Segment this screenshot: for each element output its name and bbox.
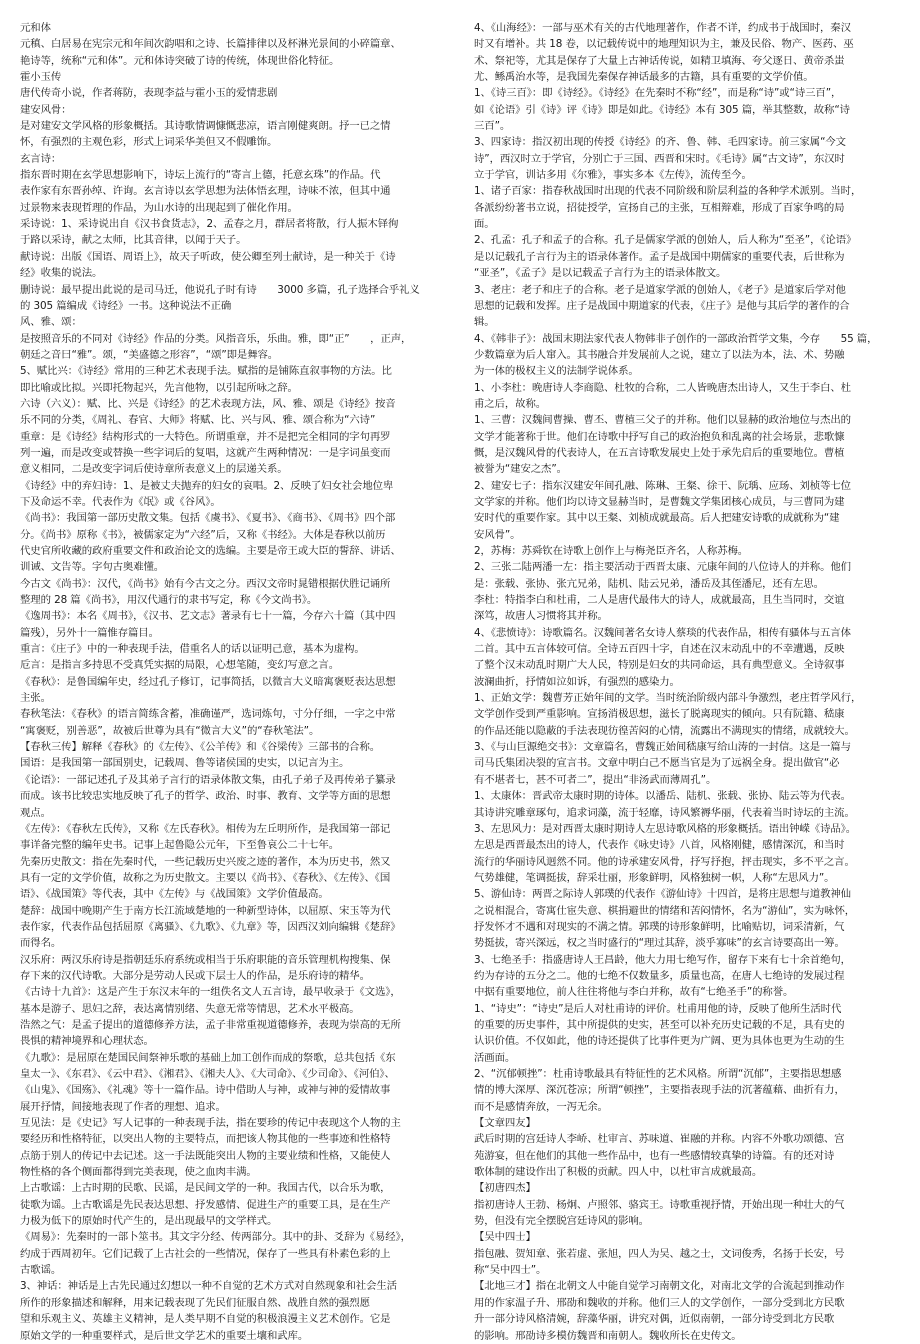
text-line: 《尚书》：我国第一部历史散文集。包括《虞书》、《夏书》、《商书》、《周书》四个部 bbox=[20, 512, 396, 525]
text-line: 2、建安七子：指东汉建安年间孔融、陈琳、王粲、徐干、阮瑀、应玚、刘桢等七位 bbox=[474, 479, 851, 492]
text-line: 慨，是汉魏风骨的代表诗人，在五言诗歌发展史上处于承先启后的重要地位。曹植 bbox=[474, 446, 845, 459]
text-line: 如《论语》引《诗》评《诗》即是如此。《诗经》本有 305 篇，举其整数，故称“诗 bbox=[474, 103, 850, 116]
text-line: 献诗说：出版《国语、周语上》，故天子听政，使公卿至列士献诗，是一种关于《诗 bbox=[20, 250, 396, 263]
text-line: 存下来的汉代诗歌。大部分是劳动人民或下层士人的作品，是乐府诗的精华。 bbox=[20, 969, 370, 982]
text-line: 1、小李杜：晚唐诗人李商隐、杜牧的合称，二人皆晚唐杰出诗人，又生于李白、杜 bbox=[474, 381, 851, 394]
text-line: 即比喻或比拟。兴即托物起兴，先言他物，以引起所咏之辞。 bbox=[20, 381, 298, 394]
text-line: 情的博大深厚、深沉苍凉；所谓“顿挫”，主要指表现手法的沉著蕴藉、曲折有力， bbox=[474, 1084, 845, 1097]
text-line: 诗”，西汉时立于学官，分别亡于三国、西晋和宋时。《毛诗》属“古文诗”，东汉时 bbox=[474, 152, 845, 165]
text-line: 苑游宴，但在他们的其他一些作品中，也有一些感情较真挚的诗篇。有的还对诗 bbox=[474, 1149, 835, 1162]
text-line: 1、三曹：汉魏间曹操、曹丕、曹植三父子的并称。他们以显赫的政治地位与杰出的 bbox=[474, 414, 851, 427]
text-line: 先秦历史散文：指在先秦时代，一些记载历史兴废之迹的著作，本为历史书，然又 bbox=[20, 855, 391, 868]
text-line: 互见法：是《史记》写人记事的一种表现手法，指在要珍的传记中表现这个人物的主 bbox=[20, 1117, 401, 1130]
text-line: 代史官所收藏的政府重要文件和政治论文的选编。主要是帝王或大臣的誓辞、讲话、 bbox=[20, 545, 401, 557]
text-line: 用的作家温子升、邢劭和魏收的并称。他们三人的文学创作，一部分受到北方民歌 bbox=[474, 1296, 845, 1309]
text-line: 势挺拔，寄兴深远，权之当时盛行的“理过其辞，淡乎寡味”的玄言诗要高出一筹。 bbox=[474, 937, 845, 950]
text-line: 文学创作受到严重影响。宣扬消极思想，滋长了脱离现实的倾向。只有阮籍、嵇康 bbox=[474, 708, 845, 721]
text-line: 上古歌谣：上古时期的民歌、民谣，是民间文学的一种。我国古代，以合乐为歌， bbox=[20, 1182, 391, 1195]
text-line: 约为存诗的五分之二。他的七绝不仅数量多，质量也高，在唐人七绝诗的发展过程 bbox=[474, 969, 845, 982]
text-line: 3、左思风力：是对西晋太康时期诗人左思诗歌风格的形象概括。语出钟嵘《诗品》。 bbox=[474, 822, 857, 835]
text-line: 的 305 篇编成《诗经》一书。这种说法不正确 bbox=[20, 299, 232, 312]
text-line: 甫之后，故称。 bbox=[474, 397, 547, 410]
text-line: 春秋笔法：《春秋》的语言简练含蓄，准确谨严，选词炼句，寸分仔细，一字之中常 bbox=[20, 708, 396, 721]
text-line: 怀，有强烈的主观色彩，形式上词采华美但又不假雕饰。 bbox=[20, 136, 278, 149]
text-line: 而成。该书比较忠实地反映了孔子的哲学、政治、时事、教育、文学等方面的思想 bbox=[20, 790, 391, 803]
text-line: 【吴中四士】 bbox=[474, 1231, 536, 1244]
text-line: 【春秋三传】解释《春秋》的《左传》、《公羊传》和《谷梁传》三部书的合称。 bbox=[20, 741, 381, 754]
text-line: 其诗讲究雕章琢句，追求词藻，流于轻靡，诗风繁褥华丽，代表着当时诗坛的主流。 bbox=[474, 806, 855, 819]
text-line: 是对建安文学风格的形象概括。其诗歌情调慷慨悲凉，语言刚健爽朗。抒一已之情 bbox=[20, 120, 391, 133]
text-line: 经》收集的说法。 bbox=[20, 267, 103, 280]
text-line: 武后时期的宫廷诗人李峤、杜审言、苏味道、崔融的并称。内容不外歌功颂德、宫 bbox=[474, 1133, 845, 1146]
text-line: 1、正始文学：魏曹芳正始年间的文学。当时统治阶级内部斗争激烈，老庄哲学风行， bbox=[474, 692, 862, 705]
text-line: 分。《尚书》原称《书》，被儒家定为“六经”后，又称《书经》。大体是春秋以前历 bbox=[20, 528, 386, 541]
text-line: 少数篇章为后人窜入。其书融合并发展前人之说，建立了以法为本，法、术、势融 bbox=[474, 348, 845, 361]
text-line: 是按照音乐的不同对《诗经》作品的分类。风指音乐，乐曲。雅，即“正” ，正声， bbox=[20, 332, 412, 345]
text-line: 《诗经》中的弃妇诗：1、是被丈夫抛弃的妇女的哀唱。2、反映了妇女社会地位卑 bbox=[20, 479, 394, 492]
text-line: 今古文《尚书》：汉代，《尚书》始有今古文之分。西汉文帝时晁错根据伏胜记诵所 bbox=[20, 577, 391, 590]
text-line: 《古诗十九首》：这是产生于东汉末年的一组佚名文人五言诗，最早收录于《文选》， bbox=[20, 986, 401, 999]
text-line: 而不是感情奔放，一泻无余。 bbox=[474, 1100, 608, 1113]
text-line: 3、《与山巨源绝交书》：文章篇名，曹魏正始间嵇康写给山涛的一封信。这是一篇与 bbox=[474, 741, 851, 754]
text-line: 篇残），另外十一篇惟存篇目。 bbox=[20, 626, 159, 639]
text-line: 汉乐府：两汉乐府诗是指朝廷乐府系统或相当于乐府职能的音乐管理机构搜集、保 bbox=[20, 953, 391, 966]
text-line: 表作家，代表作品包括屈原《离骚》、《九歌》、《九章》等，因西汉刘向编辑《楚辞》 bbox=[20, 920, 401, 933]
right-column bbox=[474, 20, 906, 1344]
text-line: 的重要的历史事件，其中所提供的史实，甚至可以补充历史记载的不足，具有史的 bbox=[474, 1018, 845, 1031]
text-line: 过景物来表现哲理的作品，为山水诗的出现起到了催化作用。 bbox=[20, 201, 298, 214]
text-line: 语》、《战国策》等代表，其中《左传》与《战国策》文学价值最高。 bbox=[20, 888, 329, 901]
text-line: 表作家有东晋孙绰、许询。玄言诗以玄学思想为法体悟玄理，诗味不浓，但其中通 bbox=[20, 185, 391, 198]
text-line: 古歌谣。 bbox=[20, 1264, 62, 1277]
text-line: 《论语》：一部记述孔子及其弟子言行的语录体散文集，由孔子弟子及再传弟子纂录 bbox=[20, 773, 396, 786]
text-line: 于路以采诗，献之太师，比其音律，以闻于天子。 bbox=[20, 234, 247, 247]
text-line: 称“吴中四士”。 bbox=[474, 1264, 547, 1277]
text-line: 安风骨”。 bbox=[474, 528, 521, 541]
text-line: 辑。 bbox=[474, 316, 495, 329]
text-line: 有不堪者七，甚不可者二”，提出“非汤武而薄周孔”。 bbox=[474, 773, 717, 786]
text-line: 点筋于别人的传记中去记述。这一手法既能突出人物的主要业绩和性格，又能使人 bbox=[20, 1149, 391, 1162]
text-line: 力极为低下的原始时代产生的，是出现最早的文学样式。 bbox=[20, 1215, 278, 1228]
text-line: 《春秋》：是鲁国编年史，经过孔子修订，记事简括，以微言大义暗寓褒贬表达思想 bbox=[20, 675, 396, 688]
text-line: 中据有重要地位，前人往往将他与李白并称，故有“七绝圣手”的称誉。 bbox=[474, 986, 794, 999]
text-line: 波澜曲折，抒情如泣如诉，有强烈的感染力。 bbox=[474, 675, 680, 688]
text-line: 了整个汉末动乱时期广大人民，特别是妇女的共同命运，具有典型意义。全诗叙事 bbox=[474, 659, 845, 672]
text-line: 《左传》：《春秋左氏传》，又称《左氏春秋》。相传为左丘明所作，是我国第一部记 bbox=[20, 822, 391, 835]
text-line: 3、七绝圣手：指盛唐诗人王昌龄，他大力用七绝写作，留存下来有七十余首绝句， bbox=[474, 953, 851, 966]
text-line: 歌体制的建设作出了积极的贡献。四人中，以杜审言成就最高。 bbox=[474, 1166, 763, 1179]
text-line: 的影响。邢劭诗多模仿魏晋和南朝人。魏收所长在史传文。 bbox=[474, 1329, 742, 1342]
text-line: 思想的记载和发挥。庄子是战国中期道家的代表，《庄子》是他与其后学的著作的合 bbox=[474, 299, 850, 312]
text-line: 4、《韩非子》：战国末期法家代表人物韩非子创作的一部政治哲学文集，今存 55 篇， bbox=[474, 332, 878, 345]
text-line: 【初唐四杰】 bbox=[474, 1182, 536, 1195]
text-line: 唐代传奇小说，作者蒋防，表现李益与霍小玉的爱情悲剧 bbox=[20, 87, 278, 100]
text-line: 1、“诗史”：“诗史”是后人对杜甫诗的评价。杜甫用他的诗，反映了他所生活时代 bbox=[474, 1002, 842, 1015]
text-line: 3、老庄：老子和庄子的合称。老子是道家学派的创始人，《老子》是道家后学对他 bbox=[474, 283, 846, 296]
text-line: 下及命运不幸。代表作为《氓》或《谷风》。 bbox=[20, 495, 221, 508]
text-line: 流行的华丽诗风迥然不同。他的诗承建安风骨，抒写抒抱，抨击现实，多不平之言。 bbox=[474, 855, 855, 868]
text-line: 要经历和性格特征，以突出人物的主要特点，而把该人物其他的一些事迹和性格特 bbox=[20, 1133, 391, 1146]
text-line: 采诗说：1、采诗说出自《汉书食货志》，2、孟春之月，群居者将散，行人振木铎徇 bbox=[20, 218, 399, 231]
text-line: 5、游仙诗：两晋之际诗人郭璞的代表作《游仙诗》十四首，是将庄思想与道教神仙 bbox=[474, 888, 851, 901]
text-line: 《山鬼》、《国殇》、《礼魂》等十一篇作品。诗中借助人与神，或神与神的爱情故事 bbox=[20, 1084, 391, 1097]
text-line: 约成于西周初年。它们记载了上古社会的一些情况，保存了一些具有朴素色彩的上 bbox=[20, 1247, 391, 1260]
text-line: 尤、鲧禹治水等，是我国先秦保存神话最多的古籍，具有重要的文学价值。 bbox=[474, 71, 814, 84]
text-line: 具有一定的文学价值，故称之为历史散文。主要以《尚书》、《春秋》、《左传》、《国 bbox=[20, 871, 391, 884]
text-line: 安时代的重要作家。其中以王粲、刘桢成就最高。后人把建安诗歌的成就称为“建 bbox=[474, 512, 840, 525]
text-line: 升一部分诗风格清婉，辞藻华丽，讲究对偶，近似南朝，一部分诗受到北方民歌 bbox=[474, 1313, 835, 1326]
text-line: 朝廷之音曰“雅”。颂，“美盛德之形容”，“颂”即是舞容。 bbox=[20, 348, 279, 361]
text-line: 乐不同的分类，《周礼、春官、大师》将赋、比、兴与风、雅、颂合称为“六诗” bbox=[20, 414, 376, 427]
text-line: 2，苏梅：苏舜钦在诗歌上创作上与梅尧臣齐名，人称苏梅。 bbox=[474, 545, 749, 557]
text-line: 重言：《庄子》中的一种表现手法，借重名人的话以证明己意，基本为虚构。 bbox=[20, 643, 365, 656]
text-line: 文学才能著称于世。他们在诗歌中抒写自己的政治抱负和乱离的社会场景，悲歌慷 bbox=[474, 430, 845, 443]
text-line: 畏惧的精神境界和心理状态。 bbox=[20, 1035, 154, 1048]
text-line: 的作品还能以隐蔽的手法表现彷徨苦闷的心情，流露出不满现实的情绪，成就较大。 bbox=[474, 724, 855, 737]
text-line: 术、祭祀等，尤其是保存了大量上古神话传说，如精卫填海、夸父逐日、黄帝杀蚩 bbox=[474, 54, 845, 67]
text-line: 列一遍，而是改变或替换一些字词后的复唱，这就产生两种情况：一是字词虽变而 bbox=[20, 446, 391, 459]
text-line: 为一体的极权主义的法制学说体系。 bbox=[474, 365, 639, 378]
text-line: 指东晋时期在玄学思想影响下，诗坛上流行的“寄言上德，托意玄珠”的作品。代 bbox=[20, 169, 381, 182]
text-line: 时又有增补。共 18 卷，以记载传说中的地理知识为主，兼及民俗、物产、医药、巫 bbox=[474, 38, 854, 51]
text-line: 训诫、文告等。字句古奥难懂。 bbox=[20, 561, 165, 574]
text-line: 各派纷纷著书立说，招徒授学，宣扬自己的主张，互相辩难，形成了百家争鸣的局 bbox=[474, 201, 845, 214]
text-line: 2、孔孟：孔子和孟子的合称。孔子是儒家学派的创始人，后人称为“至圣”，《论语》 bbox=[474, 234, 857, 247]
text-line: 3、神话：神话是上古先民通过幻想以一种不自觉的艺术方式对自然现象和社会生活 bbox=[20, 1280, 397, 1293]
text-line: 玄言诗： bbox=[20, 152, 62, 165]
text-line: 霍小玉传 bbox=[20, 71, 62, 84]
text-line: 抒发怀才不遇和对现实的不满之情。郭璞的诗形象鲜明，比喻贴切，词采清新，气 bbox=[474, 920, 845, 933]
text-line: 主张。 bbox=[20, 692, 51, 705]
text-line: 基本是游子、思妇之辞，表达离情别绪、失意无常等情思，艺术水平极高。 bbox=[20, 1002, 360, 1015]
text-line: 之说相混合，寄寓仕宦失意、棋捐避世的情绪和苦闷情怀，名为“游仙”，实为咏怀， bbox=[474, 904, 856, 917]
text-line: “寓褒贬，别善恶”，故被后世尊为具有“微言大义”的“春秋笔法”。 bbox=[20, 724, 320, 737]
text-line: 删诗说：最早提出此说的是司马迁，他说孔子时有诗 3000 多篇，孔子选择合乎礼义 bbox=[20, 283, 420, 296]
text-line: 立于学官，训诂多用《尔雅》，事实多本《左传》，流传至今。 bbox=[474, 169, 752, 182]
text-line: 5、赋比兴：《诗经》常用的三种艺术表现手法。赋指的是铺陈直叙事物的方法。比 bbox=[20, 365, 392, 378]
text-line: 2、“沉郁顿挫”：杜甫诗歌最具有特征性的艺术风格。所谓“沉郁”，主要指思想感 bbox=[474, 1068, 842, 1080]
text-line: 活画面。 bbox=[474, 1051, 516, 1064]
text-line: 观点。 bbox=[20, 806, 51, 819]
text-line: 李杜：特指李白和杜甫，二人是唐代最伟大的诗人，成就最高，且生当同时，交谊 bbox=[474, 594, 845, 607]
text-line: 卮言：是指言多持思不受真凭实据的局限，心想笔随，变幻写意之言。 bbox=[20, 659, 340, 672]
text-line: 徒歌为谣。上古歌谣是先民表达思想、抒发感情、促进生产的重要工具，是在生产 bbox=[20, 1198, 391, 1211]
text-line: 1、《诗三百》：即《诗经》。《诗经》在先秦时不称“经”，而是称“诗”或“诗三百”， bbox=[474, 87, 842, 100]
text-line: 4、《悲愤诗》：诗歌篇名。汉魏间著名女诗人蔡琰的代表作品，相传有骚体与五言体 bbox=[474, 626, 851, 639]
text-line: 3、四家诗：指汉初出现的传授《诗经》的齐、鲁、韩、毛四家诗。前三家属“今文 bbox=[474, 136, 846, 149]
text-line: 【北地三才】指在北朝文人中能自觉学习南朝文化，对南北文学的合流起到推动作 bbox=[474, 1280, 845, 1293]
text-line: 原始文学的一种重要样式，是后世文学艺术的重要土壤和武库。 bbox=[20, 1329, 309, 1342]
text-line: 是：张载、张协、张亢兄弟，陆机、陆云兄弟，潘岳及其侄潘尼，还有左思。 bbox=[474, 577, 824, 590]
text-line: 意义相同，二是改变字词后使诗章所表意义上的层递关系。 bbox=[20, 463, 288, 476]
text-line: 指包融、贺知章、张若虚、张旭，四人为吴、越之士，文词俊秀，名扬于长安，号 bbox=[474, 1247, 845, 1260]
text-line: 《九歌》：是屈原在楚国民间祭神乐歌的基础上加工创作而成的祭歌，总共包括《东 bbox=[20, 1051, 396, 1064]
text-line: 2、三张二陆两潘一左：指主要活动于西晋太康、元康年间的八位诗人的并称。他们 bbox=[474, 561, 851, 574]
text-line: 左思是西晋最杰出的诗人，代表作《咏史诗》八首，风格刚健，感情深沉，和当时 bbox=[474, 839, 845, 852]
text-line: 面。 bbox=[474, 218, 495, 231]
text-line: 三百”。 bbox=[474, 120, 511, 133]
text-line: 《逸周书》：本名《周书》，《汉书、艺文志》著录有七十一篇，今存六十篇（其中四 bbox=[20, 610, 396, 623]
text-line: 《周易》：先秦时的一部卜筮书。其文字分经、传两部分。其中的卦、爻辞为《易经》， bbox=[20, 1231, 411, 1244]
text-line: 皇太一》、《东君》、《云中君》、《湘君》、《湘夫人》、《大司命》、《少司命》、《河伯》、 bbox=[20, 1068, 395, 1080]
text-line: 元和体 bbox=[20, 22, 51, 34]
text-line: 艳诗等，统称“元和体”。元和体诗突破了诗的传统，体现世俗化特征。 bbox=[20, 54, 340, 67]
text-line: 重章：是《诗经》结构形式的一大特色。所谓重章，并不是把完全相同的字句再罗 bbox=[20, 430, 391, 443]
text-line: 气势雄健，笔调挺拔，辞采壮丽，形象鲜明，风格独树一帜，人称“左思风力”。 bbox=[474, 871, 835, 884]
text-line: 被誉为“建安之杰”。 bbox=[474, 463, 567, 476]
text-line: 整理的 28 篇《尚书》，用汉代通行的隶书写定，称《今文尚书》。 bbox=[20, 594, 318, 607]
text-line: 认识价值。不仅如此，他的诗还提供了比事件更为广阔、更为具体也更为生动的生 bbox=[474, 1035, 845, 1048]
text-line: 望和乐观主义、英雄主义精神，是人类早期不自觉的积极浪漫主义艺术创作。它是 bbox=[20, 1313, 391, 1326]
text-line: 司马氏集团决裂的宣言书。文章中明白己不愿当官是为了远祸全身。提出做官“必 bbox=[474, 757, 840, 770]
text-line: 元稹、白居易在宪宗元和年间次韵唱和之诗、长篇排律以及杯淋光景间的小碎篇章、 bbox=[20, 38, 401, 51]
text-line: 二首。其中五言体较可信。全诗五百四十字，自述在汉末动乱中的不幸遭遇，反映 bbox=[474, 643, 845, 656]
text-line: 深笃，故唐人习惯将其并称。 bbox=[474, 610, 608, 623]
text-line: 1、太康体：晋武帝太康时期的诗体。以潘岳、陆机、张载、张协、陆云等为代表。 bbox=[474, 790, 851, 803]
text-line: 国语：是我国第一部国别史，记载周、鲁等诸侯国的史实，以记言为主。 bbox=[20, 757, 350, 770]
text-line: 指初唐诗人王勃、杨炯、卢照邻、骆宾王。诗歌重视抒情，开始出现一种壮大的气 bbox=[474, 1198, 845, 1211]
text-line: “亚圣”，《孟子》是以记载孟子言行为主的语录体散文。 bbox=[474, 267, 727, 280]
text-line: 物性格的各个侧面都得到完美表现，使之血肉丰满。 bbox=[20, 1166, 257, 1179]
text-line: 1、诸子百家：指春秋战国时出现的代表不同阶级和阶层利益的各种学术派别。当时， bbox=[474, 185, 862, 198]
text-line: 所作的形象描述和解释，用来记载表现了先民们征服自然、战胜自然的强烈愿 bbox=[20, 1296, 370, 1309]
text-line: 风、雅、颂： bbox=[20, 316, 82, 329]
text-line: 建安风骨： bbox=[20, 103, 72, 116]
text-line: 势，但没有完全摆脱宫廷诗风的影响。 bbox=[474, 1215, 649, 1228]
text-line: 浩然之气：是孟子提出的道德修养方法，孟子非常重视道德修养，表现为崇高的无所 bbox=[20, 1018, 401, 1031]
text-line: 六诗（六义）：赋、比、兴是《诗经》的艺术表现方法，风、雅、颂是《诗经》按音 bbox=[20, 397, 396, 410]
text-line: 事详备完整的编年史书。记事上起鲁隐公元年，下至鲁哀公二十七年。 bbox=[20, 839, 340, 852]
text-line: 【文章四友】 bbox=[474, 1117, 536, 1130]
text-line: 而得名。 bbox=[20, 937, 62, 950]
text-line: 楚辞：战国中晚期产生于南方长江流域楚地的一种新型诗体，以屈原、宋玉等为代 bbox=[20, 904, 391, 917]
text-line: 是以记载孔子言行为主的语录体著作。孟子是战国中期儒家的重要代表，后世称为 bbox=[474, 250, 845, 263]
left-column bbox=[20, 20, 452, 1344]
text-line: 4、《山海经》：一部与巫术有关的古代地理著作，作者不详，约成书于战国时，秦汉 bbox=[474, 22, 851, 34]
text-line: 文学家的并称。他们均以诗文显赫当时，是曹魏文学集团核心成员，与三曹同为建 bbox=[474, 495, 845, 508]
text-line: 展开抒情，间接地表现了作者的理想、追求。 bbox=[20, 1100, 226, 1113]
